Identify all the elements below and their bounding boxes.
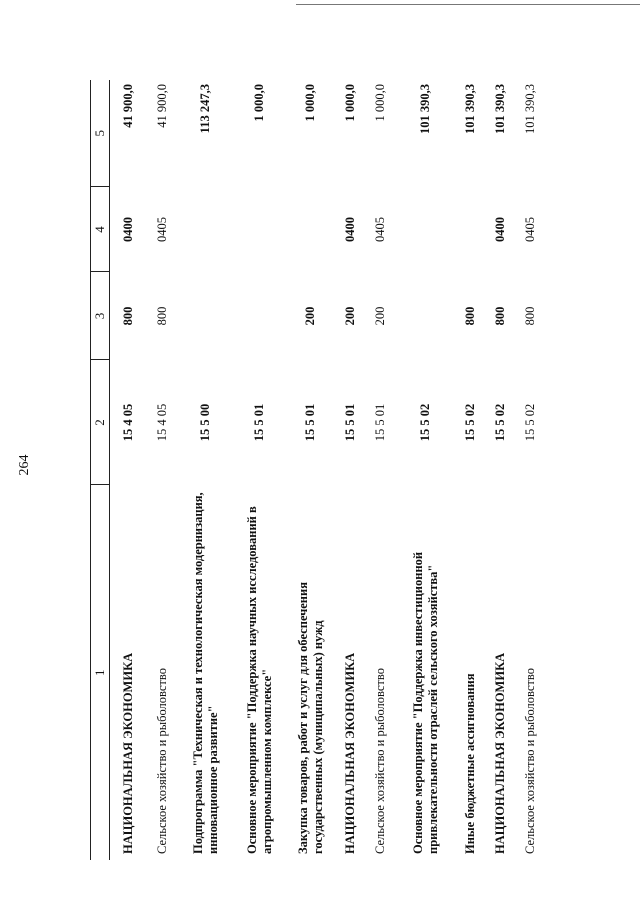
table-row [486, 80, 516, 860]
row-section: 0405 [373, 217, 387, 242]
row-kvr: 800 [155, 306, 169, 326]
row-code: 15 5 02 [523, 403, 537, 442]
row-kvr: 200 [303, 306, 317, 326]
table-row [366, 80, 396, 860]
row-sum: 41 900,0 [155, 84, 169, 128]
row-kvr [178, 272, 234, 360]
row-section: 0400 [493, 217, 507, 242]
header-col-2: 2 [91, 360, 110, 485]
row-kvr: 800 [493, 306, 507, 326]
row-sum: 101 390,3 [493, 84, 507, 134]
row-section: 0400 [343, 217, 357, 242]
row-name: НАЦИОНАЛЬНАЯ ЭКОНОМИКА [121, 652, 136, 854]
table-row [396, 80, 456, 860]
row-kvr: 200 [343, 306, 357, 326]
row-sum: 1 000,0 [343, 84, 357, 122]
row-code: 15 5 00 [198, 403, 212, 442]
row-kvr: 800 [463, 306, 477, 326]
page-number: 264 [17, 454, 32, 476]
row-name: Сельское хозяйство и рыболовство [155, 668, 169, 854]
row-sum: 101 390,3 [463, 84, 477, 134]
table-row [234, 80, 286, 860]
row-sum: 1 000,0 [252, 84, 266, 122]
row-kvr: 800 [121, 306, 136, 326]
header-col-4: 4 [91, 187, 110, 272]
row-section [456, 187, 486, 272]
row-sum: 101 390,3 [523, 84, 537, 134]
row-section [286, 187, 336, 272]
row-sum: 1 000,0 [303, 84, 317, 122]
row-code: 15 5 02 [418, 403, 432, 442]
row-kvr [234, 272, 286, 360]
row-code: 15 4 05 [121, 403, 136, 442]
row-kvr: 800 [523, 306, 537, 326]
row-name: Основное мероприятие "Поддержка инвестиционной привлекательности отраслей сельского хозяйства" [410, 551, 440, 854]
table-row [456, 80, 486, 860]
row-name: Иные бюджетные ассигнования [463, 673, 477, 854]
row-kvr: 200 [373, 306, 387, 326]
row-section [234, 187, 286, 272]
row-sum: 113 247,3 [198, 84, 212, 134]
row-kvr [396, 272, 456, 360]
row-section: 0405 [155, 217, 169, 242]
rotated-page [90, 80, 537, 860]
row-code: 15 5 01 [252, 403, 266, 442]
table-row [516, 80, 546, 860]
row-name: НАЦИОНАЛЬНАЯ ЭКОНОМИКА [343, 652, 357, 854]
table-row [148, 80, 178, 860]
row-name: Подпрограмма "Техническая и технологическая модернизация, инновационное развитие" [190, 492, 220, 854]
header-col-3: 3 [91, 272, 110, 360]
row-code: 15 5 01 [303, 403, 317, 442]
row-code: 15 5 02 [493, 403, 507, 442]
table-body [110, 80, 546, 860]
row-section [396, 187, 456, 272]
row-code: 15 5 01 [373, 403, 387, 442]
table-row [178, 80, 234, 860]
row-section [178, 187, 234, 272]
row-code: 15 4 05 [155, 403, 169, 442]
row-name: Основное мероприятие "Поддержка научных исследований в агропромышленном комплексе" [244, 506, 274, 854]
table-row [336, 80, 366, 860]
budget-table [90, 80, 546, 860]
header-row [91, 80, 110, 860]
table-row [286, 80, 336, 860]
row-name: Закупка товаров, работ и услуг для обеспечения государственных (муниципальных) нужд [295, 582, 325, 854]
row-code: 15 5 02 [463, 403, 477, 442]
row-section: 0400 [121, 217, 136, 242]
row-sum: 1 000,0 [373, 84, 387, 122]
row-name: Сельское хозяйство и рыболовство [373, 668, 387, 854]
row-section: 0405 [523, 217, 537, 242]
header-col-1: 1 [91, 485, 110, 860]
row-sum: 41 900,0 [121, 84, 136, 128]
row-code: 15 5 01 [343, 403, 357, 442]
row-name: НАЦИОНАЛЬНАЯ ЭКОНОМИКА [493, 652, 507, 854]
row-sum: 101 390,3 [418, 84, 432, 134]
top-rule [296, 4, 640, 5]
header-col-5: 5 [91, 80, 110, 187]
table-row [110, 80, 148, 860]
row-name: Сельское хозяйство и рыболовство [523, 668, 537, 854]
